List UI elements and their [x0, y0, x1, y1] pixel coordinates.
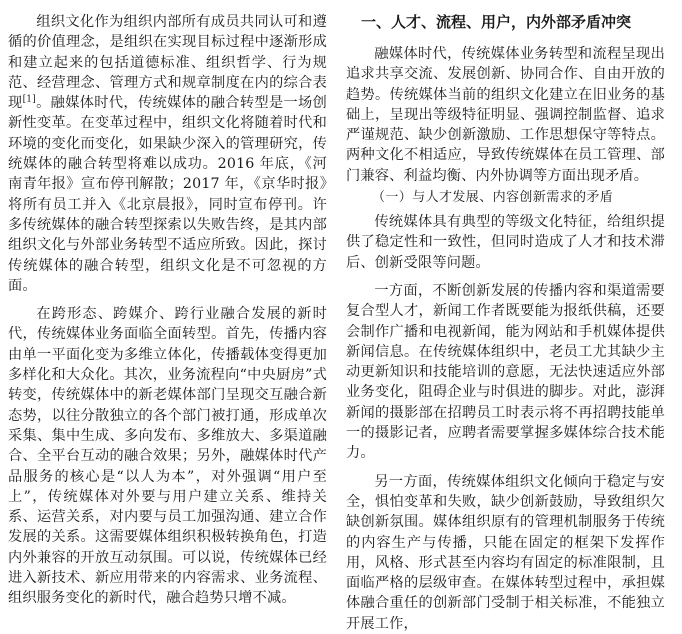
subsection-heading: （一）与人才发展、内容创新需求的矛盾: [372, 190, 614, 206]
paragraph-innovation-limits: 另一方面，传统媒体组织文化倾向于稳定与安全，惧怕变革和失败，缺少创新鼓励，导致组织欠缺创新氛围。媒体组织原有的管理机制服务于传统的内容生产与传播，只能在固定的框架下发挥作用，风格、形式甚至内容均有固定的标准限制，且面临严格的层级审查。在媒体转型过程中，承担媒体融合重任的创新部门受制于相关标准，不能独立开展工作，: [346, 473, 665, 632]
left-column: [8, 12, 327, 609]
paragraph-business-transformation: 在跨形态、跨媒介、跨行业融合发展的新时代，传统媒体业务面临全面转型。首先，传播内容由单一平面化变为多维立体化，传播载体变得更加多样化和大众化。其次，业务流程向“中央厨房”式转变，传统媒体中的新老媒体部门呈现交互融合新态势，以往分散独立的各个部门被打通，形成单次采集、集中生成、多向发布、多维放大、多渠道融合、全平台互动的融合效果；另外，融媒体时代产品服务的核心是“以人为本”，对外强调“用户至上”，传统媒体对外要与用户建立关系、维持关系、运营关系，对内要与员工加强沟通、建立合作发展的关系。这需要媒体组织积极转换角色，打造内外兼容的开放互动氛围。可以说，传统媒体已经进入新技术、新应用带来的内容需求、业务流程、组织服务变化的新时代，融合趋势只增不减。: [8, 306, 327, 607]
paragraph-org-culture-definition: [8, 12, 327, 296]
paragraph-talent-need: 一方面，不断创新发展的传播内容和渠道需要复合型人才，新闻工作者既要能为报纸供稿，还要会制作广播和电视新闻，能为网站和手机媒体提供新闻信息。在传统媒体组织中，老员工尤其缺少主动更新知识和技能培训的意愿，无法快速适应外部业务变化，阻碍企业与时俱进的脚步。对此，澎湃新闻的摄影部在招聘员工时表示将不再招聘技能单一的摄影记者，应聘者需要掌握多媒体综合技术能力。: [346, 282, 665, 462]
paragraph-hierarchy-culture: 传统媒体具有典型的等级文化特征，给组织提供了稳定性和一致性，但同时造成了人才和技术滞后、创新受限等问题。: [346, 214, 665, 271]
paragraph-text: 组织文化作为组织内部所有成员共同认可和遵循的价值理念，是组织在实现目标过程中逐渐形成和建立起来的包括道德标准、组织哲学、行为规范、经营理念、管理方式和规章制度在内的综合表现: [8, 14, 327, 112]
right-column: [346, 12, 665, 634]
paragraph-culture-conflict: 融媒体时代，传统媒体业务转型和流程呈现出追求共享交流、发展创新、协同合作、自由开放的趋势。传统媒体当前的组织文化建立在旧业务的基础上，呈现出等级特征明显、强调控制监督、追求严谨规范、缺少创新激励、工作思想保守等特点。两种文化不相适应，导致传统媒体在员工管理、部门兼容、利益均衡、内外协调等方面出现矛盾。: [346, 46, 665, 184]
paragraph-text-continued: 。融媒体时代，传统媒体的融合转型是一场创新性变革。在变革过程中，组织文化将随着时代和环境的变化而变化，如果缺少深入的管理研究，传统媒体的融合转型将难以成功。2016 年底，《河南青年报》宣布停刊解散；2017 年，《京华时报》将所有员工并入《北京晨报》，同时宣布停刊。许多传统媒体的融合转型探索以失败告终，是其内部组织文化与外部业务转型不适应所致。因此，探讨传统媒体的融合转型，组织文化是不可忽视的方面。: [8, 95, 327, 294]
citation-ref: [1]: [22, 94, 36, 105]
section-heading: 一、人才、流程、用户，内外部矛盾冲突: [361, 13, 632, 31]
